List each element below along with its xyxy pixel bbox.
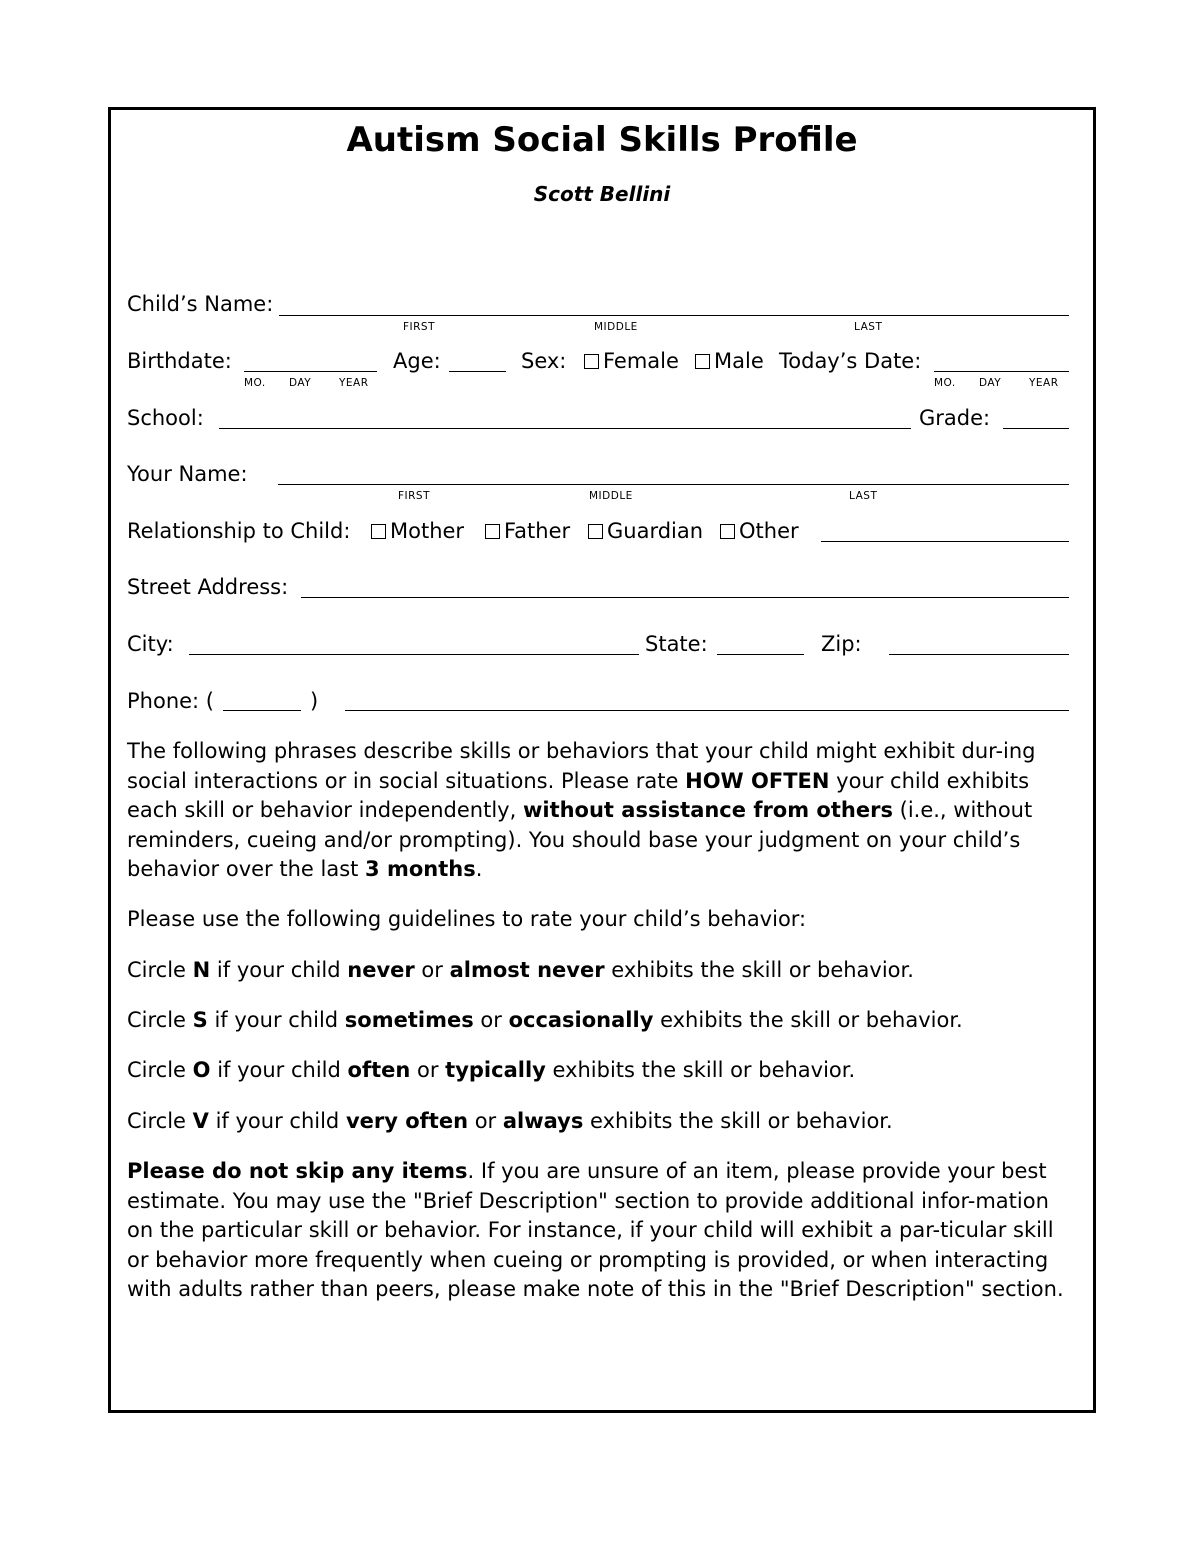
your-name-middle-caption: MIDDLE	[589, 490, 633, 502]
father-label: Father	[504, 519, 571, 543]
rating-term: almost never	[449, 958, 605, 982]
rating-term: very often	[345, 1109, 469, 1133]
your-name-last-caption: LAST	[849, 490, 878, 502]
birthdate-label: Birthdate:	[127, 349, 232, 373]
guideline-text: exhibits the skill or behavior.	[604, 958, 914, 982]
female-label: Female	[603, 349, 679, 373]
relationship-mother-option[interactable]	[371, 518, 464, 544]
childs-name-label: Child’s Name:	[127, 292, 274, 316]
your-name-field[interactable]	[278, 484, 1069, 485]
sex-label: Sex:	[521, 349, 567, 373]
guideline-text: exhibits the skill or behavior.	[583, 1109, 893, 1133]
state-field[interactable]	[717, 654, 804, 655]
grade-label: Grade:	[919, 406, 991, 430]
guideline-v	[127, 1107, 1079, 1137]
guideline-text: or	[410, 1058, 446, 1082]
childs-name-last-caption: LAST	[854, 321, 883, 333]
guideline-text: Circle	[127, 958, 193, 982]
school-field[interactable]	[219, 428, 911, 429]
phone-close-paren: )	[310, 689, 319, 713]
phone-label: Phone: (	[127, 689, 214, 713]
three-months-emphasis: 3 months	[365, 857, 476, 881]
relationship-other-field[interactable]	[821, 541, 1069, 542]
guardian-checkbox[interactable]	[588, 524, 603, 539]
guideline-text: Circle	[127, 1058, 193, 1082]
other-checkbox[interactable]	[720, 524, 735, 539]
rating-term: never	[347, 958, 415, 982]
skip-items-emphasis: Please do not skip any items	[127, 1159, 468, 1183]
mother-checkbox[interactable]	[371, 524, 386, 539]
age-label: Age:	[393, 349, 441, 373]
state-label: State:	[645, 632, 708, 656]
guideline-text: or	[473, 1008, 509, 1032]
rating-term: typically	[445, 1058, 546, 1082]
sex-male-option[interactable]	[695, 348, 764, 374]
birthdate-field[interactable]	[244, 371, 377, 372]
relationship-guardian-option[interactable]	[588, 518, 703, 544]
your-name-first-caption: FIRST	[398, 490, 431, 502]
guideline-text: if your child	[210, 1058, 348, 1082]
instructions-text: your child exhibits each skill or behavior independently,	[127, 768, 1030, 822]
instructions-text: (i.e., without reminders, cueing and/or prompting). You should base your judgment on your child’s behavior over the last	[127, 798, 1033, 881]
guardian-label: Guardian	[607, 519, 704, 543]
skip-items-paragraph	[127, 1157, 1079, 1305]
instructions-text: The following phrases describe skills or behaviors that your child might exhibit dur-ing social interactions or in social situations. Please rate	[127, 739, 1036, 793]
mother-label: Mother	[390, 519, 465, 543]
city-field[interactable]	[189, 654, 639, 655]
zip-field[interactable]	[889, 654, 1069, 655]
street-address-field[interactable]	[301, 597, 1069, 598]
phone-number-field[interactable]	[345, 710, 1069, 711]
relationship-label: Relationship to Child:	[127, 519, 351, 543]
rating-term: always	[502, 1109, 584, 1133]
rating-letter: N	[192, 958, 211, 982]
rating-letter: S	[192, 1008, 208, 1032]
sex-female-option[interactable]	[584, 348, 679, 374]
male-label: Male	[714, 349, 764, 373]
todays-date-mo-caption: MO.	[934, 377, 956, 389]
guideline-text: or	[468, 1109, 503, 1133]
childs-name-middle-caption: MIDDLE	[594, 321, 638, 333]
instructions-text: .	[475, 857, 483, 881]
relationship-father-option[interactable]	[485, 518, 570, 544]
rating-letter: O	[192, 1058, 211, 1082]
rating-term: occasionally	[508, 1008, 654, 1032]
childs-name-field[interactable]	[279, 315, 1069, 316]
form-frame	[108, 107, 1096, 1413]
phone-area-code-field[interactable]	[223, 710, 301, 711]
todays-date-year-caption: YEAR	[1029, 377, 1059, 389]
school-label: School:	[127, 406, 204, 430]
grade-field[interactable]	[1003, 428, 1069, 429]
other-label: Other	[739, 519, 799, 543]
guidelines-intro: Please use the following guidelines to rate your child’s behavior:	[127, 907, 807, 931]
zip-label: Zip:	[821, 632, 862, 656]
birthdate-year-caption: YEAR	[339, 377, 369, 389]
todays-date-day-caption: DAY	[979, 377, 1002, 389]
without-assistance-emphasis: without assistance from others	[522, 798, 893, 822]
street-address-label: Street Address:	[127, 575, 289, 599]
guideline-text: Circle	[127, 1008, 193, 1032]
rating-term: sometimes	[344, 1008, 474, 1032]
form-author: Scott Bellini	[533, 182, 671, 206]
guideline-text: if your child	[210, 958, 348, 982]
guideline-text: exhibits the skill or behavior.	[653, 1008, 963, 1032]
guideline-n	[127, 956, 1079, 986]
guideline-text: exhibits the skill or behavior.	[545, 1058, 856, 1082]
instructions-paragraph	[127, 737, 1079, 885]
city-label: City:	[127, 632, 174, 656]
skip-items-text: . If you are unsure of an item, please provide your best estimate. You may use the "Brief Description" section to provide additional infor-mation on the particular skill or behavior. For instance, if your child will exhibit a par-ticular skill or behavior more frequently when cueing or prompting is provided, or when interacting with adults rather than peers, please make note of this in the "Brief Description" section.	[127, 1159, 1064, 1301]
rating-term: often	[347, 1058, 411, 1082]
birthdate-mo-caption: MO.	[244, 377, 266, 389]
form-title: Autism Social Skills Profile	[346, 120, 858, 160]
relationship-other-option[interactable]	[720, 518, 799, 544]
guideline-o	[127, 1056, 1079, 1086]
how-often-emphasis: HOW OFTEN	[685, 768, 830, 793]
guideline-text: Circle	[127, 1109, 193, 1133]
female-checkbox[interactable]	[584, 354, 599, 369]
todays-date-field[interactable]	[934, 371, 1069, 372]
guideline-text: or	[414, 958, 450, 982]
your-name-label: Your Name:	[127, 462, 248, 486]
childs-name-first-caption: FIRST	[403, 321, 436, 333]
father-checkbox[interactable]	[485, 524, 500, 539]
todays-date-label: Today’s Date:	[779, 349, 922, 373]
rating-letter: V	[192, 1109, 209, 1133]
birthdate-day-caption: DAY	[289, 377, 312, 389]
guideline-text: if your child	[208, 1109, 346, 1133]
guideline-s	[127, 1006, 1079, 1036]
male-checkbox[interactable]	[695, 354, 710, 369]
age-field[interactable]	[449, 371, 506, 372]
guideline-text: if your child	[207, 1008, 345, 1032]
